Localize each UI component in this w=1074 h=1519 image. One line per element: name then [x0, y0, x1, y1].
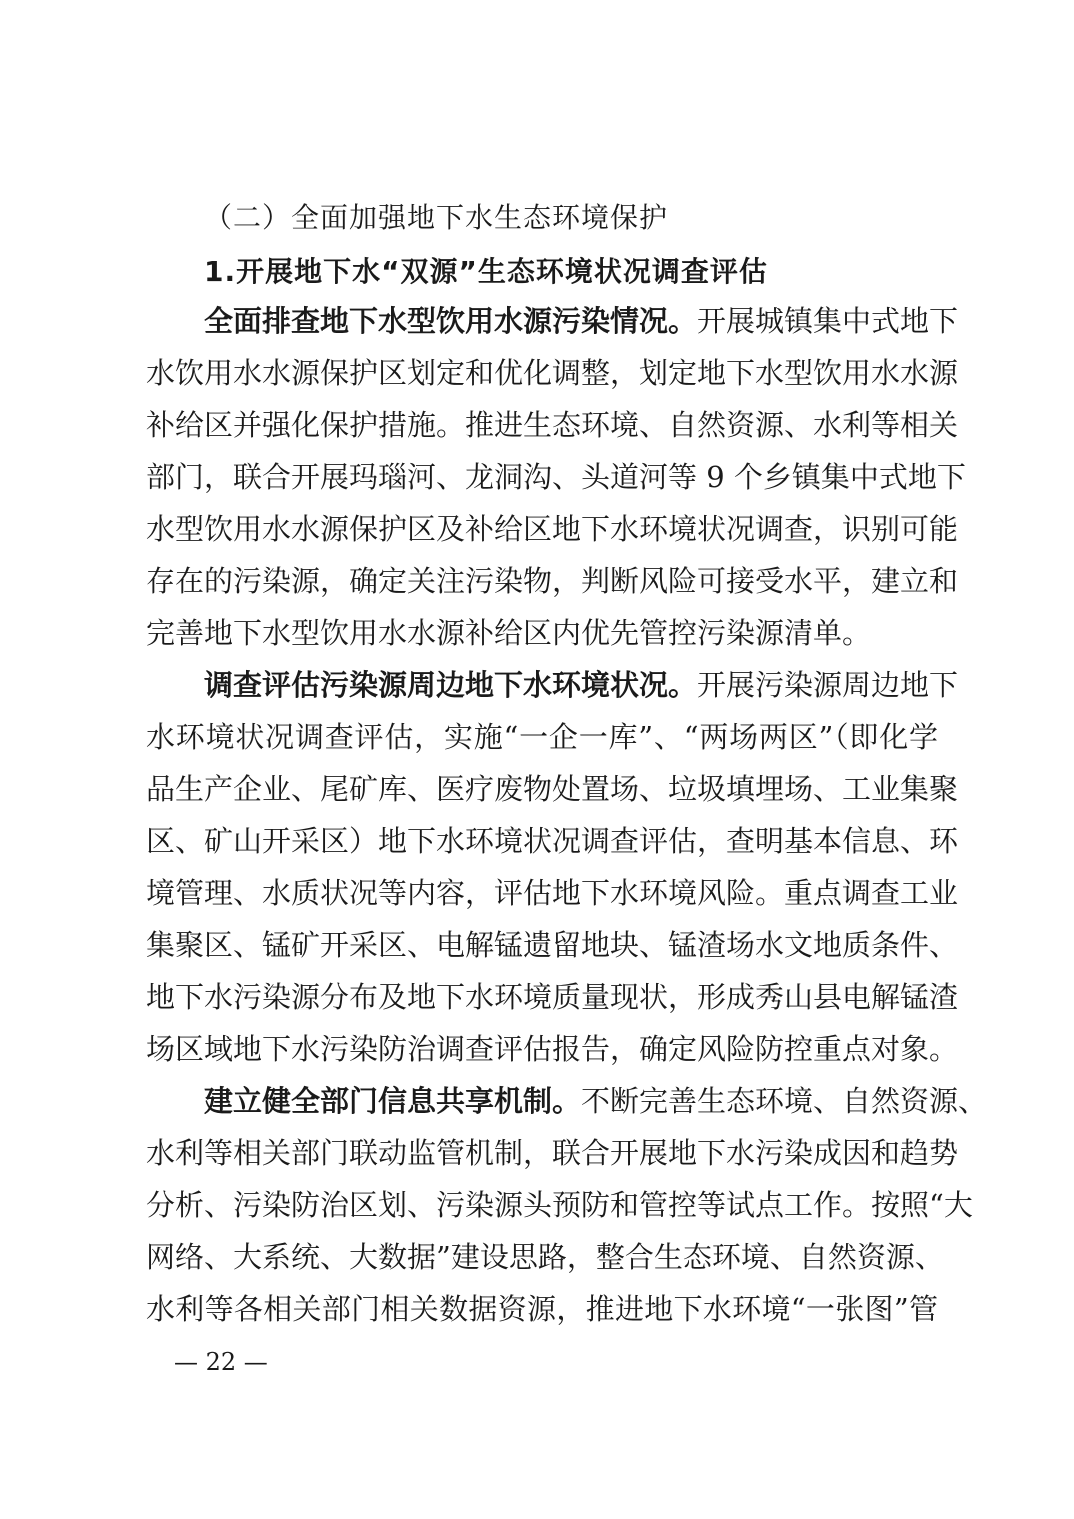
subsection-heading: 1.开展地下水“双源”生态环境状况调查评估 — [204, 255, 768, 288]
paragraph-line: 场区域地下水污染防治调查评估报告，确定风险防控重点对象。 — [146, 1032, 959, 1066]
paragraph-line: 存在的污染源，确定关注污染物，判断风险可接受水平，建立和 — [146, 564, 959, 598]
paragraph-text: 开展城镇集中式地下 — [697, 304, 959, 338]
paragraph-lead: 建立健全部门信息共享机制。 — [204, 1084, 582, 1118]
paragraph-line: 地下水污染源分布及地下水环境质量现状，形成秀山县电解锰渣 — [146, 980, 959, 1014]
paragraph-text: 不断完善生态环境、自然资源、 — [581, 1084, 988, 1118]
paragraph-text: 开展污染源周边地下 — [697, 668, 959, 702]
paragraph-line: 补给区并强化保护措施。推进生态环境、自然资源、水利等相关 — [146, 408, 959, 442]
page-number: — 22 — — [174, 1348, 268, 1376]
paragraph-lead: 调查评估污染源周边地下水环境状况。 — [204, 668, 698, 702]
paragraph-line: 区、矿山开采区）地下水环境状况调查评估，查明基本信息、环 — [146, 824, 959, 858]
paragraph-line — [204, 668, 959, 702]
paragraph-line — [204, 304, 959, 338]
section-heading: （二）全面加强地下水生态环境保护 — [204, 201, 669, 234]
paragraph-line: 水环境状况调查评估，实施“一企一库”、“两场两区”（即化学 — [146, 720, 938, 754]
paragraph-line: 水利等各相关部门相关数据资源，推进地下水环境“一张图”管 — [146, 1292, 938, 1326]
paragraph-line: 集聚区、锰矿开采区、电解锰遗留地块、锰渣场水文地质条件、 — [146, 928, 959, 962]
paragraph-line: 境管理、水质状况等内容，评估地下水环境风险。重点调查工业 — [146, 876, 959, 910]
paragraph-line: 水型饮用水水源保护区及补给区地下水环境状况调查，识别可能 — [146, 512, 959, 546]
paragraph-line: 网络、大系统、大数据”建设思路，整合生态环境、自然资源、 — [146, 1240, 944, 1274]
paragraph-line: 品生产企业、尾矿库、医疗废物处置场、垃圾填埋场、工业集聚 — [146, 772, 959, 806]
paragraph-line: 水饮用水水源保护区划定和优化调整，划定地下水型饮用水水源 — [146, 356, 959, 390]
paragraph-lead: 全面排查地下水型饮用水源污染情况。 — [204, 304, 698, 338]
paragraph-line: 水利等相关部门联动监管机制，联合开展地下水污染成因和趋势 — [146, 1136, 959, 1170]
paragraph-line: 分析、污染防治区划、污染源头预防和管控等试点工作。按照“大 — [146, 1188, 973, 1222]
paragraph-line — [204, 1084, 988, 1118]
paragraph-line: 部门，联合开展玛瑙河、龙洞沟、头道河等 9 个乡镇集中式地下 — [146, 460, 966, 494]
paragraph-line: 完善地下水型饮用水水源补给区内优先管控污染源清单。 — [146, 616, 872, 650]
